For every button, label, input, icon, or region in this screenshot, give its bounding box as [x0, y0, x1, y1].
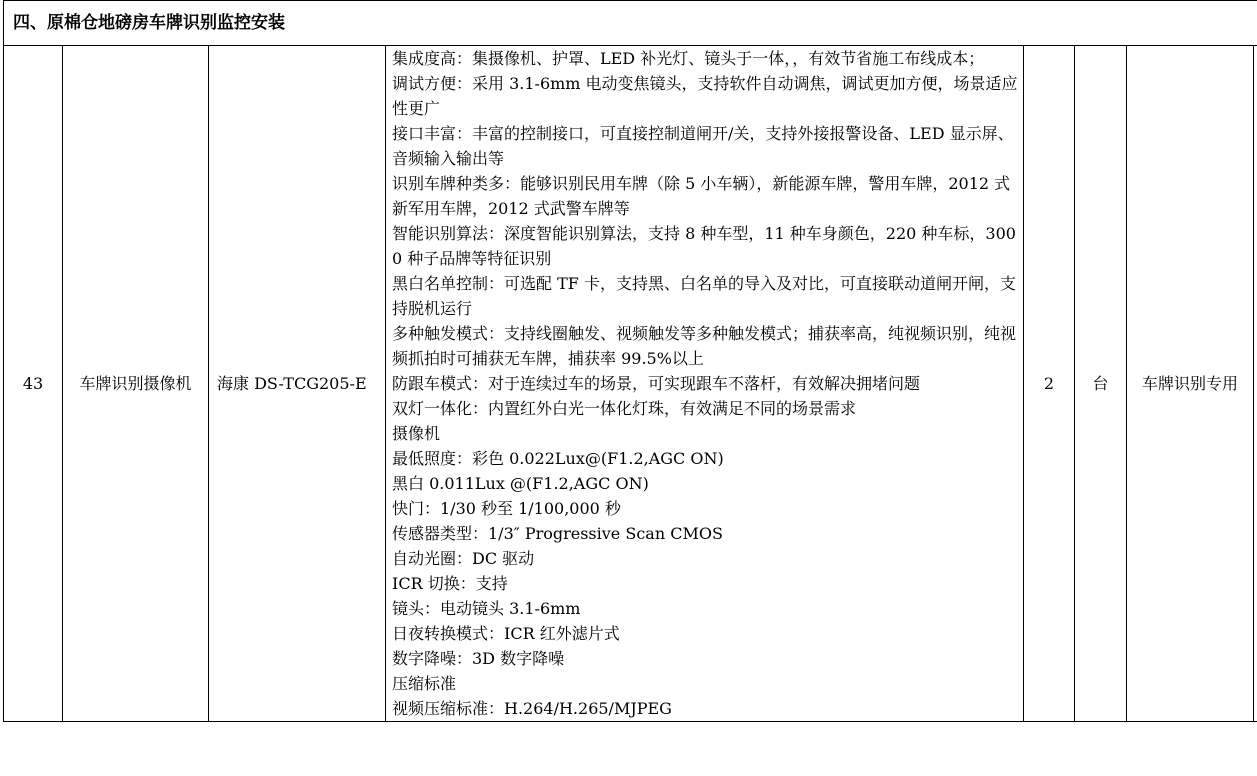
description-line: 传感器类型：1/3″ Progressive Scan CMOS	[392, 524, 723, 543]
equipment-table	[3, 0, 1257, 722]
description-line: 镜头：电动镜头 3.1-6mm	[392, 599, 581, 618]
description-line: 快门：1/30 秒至 1/100,000 秒	[392, 499, 621, 518]
description-line: 双灯一体化：内置红外白光一体化灯珠，有效满足不同的场景需求	[392, 399, 857, 418]
table-row	[4, 46, 1257, 722]
description-line: 黑白 0.011Lux @(F1.2,AGC ON)	[392, 474, 649, 493]
description-list	[392, 46, 1019, 721]
unit-cell[interactable]: 台	[1075, 46, 1127, 722]
description-line: 识别车牌种类多：能够识别民用车牌（除 5 小车辆），新能源车牌，警用车牌，2012 式新军用车牌，2012 式武警车牌等	[392, 174, 1011, 218]
description-line: 调试方便：采用 3.1-6mm 电动变焦镜头，支持软件自动调焦，调试更加方便，场景适应性更广	[392, 74, 1018, 118]
quantity-cell[interactable]: 2	[1024, 46, 1075, 722]
description-line: 自动光圈：DC 驱动	[392, 549, 535, 568]
description-line: 多种触发模式：支持线圈触发、视频触发等多种触发模式；捕获率高，纯视频识别，纯视频抓拍时可捕获无车牌，捕获率 99.5%以上	[392, 324, 1017, 368]
model-cell[interactable]: 海康 DS-TCG205-E	[209, 46, 386, 722]
description-line: 日夜转换模式：ICR 红外滤片式	[392, 624, 620, 643]
description-line: 最低照度：彩色 0.022Lux@(F1.2,AGC ON)	[392, 449, 724, 468]
description-cell[interactable]	[386, 46, 1024, 722]
description-line: 防跟车模式：对于连续过车的场景，可实现跟车不落杆，有效解决拥堵问题	[392, 374, 921, 393]
index-cell[interactable]: 43	[4, 46, 63, 722]
description-line: 接口丰富：丰富的控制接口，可直接控制道闸开/关，支持外接报警设备、LED 显示屏、音频输入输出等	[392, 124, 1014, 168]
product-name-cell[interactable]: 车牌识别摄像机	[63, 46, 209, 722]
description-line: 视频压缩标准：H.264/H.265/MJPEG	[392, 699, 672, 718]
description-line: ICR 切换：支持	[392, 574, 508, 593]
section-title[interactable]: 四、原棉仓地磅房车牌识别监控安装	[4, 1, 1257, 46]
description-line: 摄像机	[392, 424, 441, 443]
description-line: 黑白名单控制：可选配 TF 卡，支持黑、白名单的导入及对比，可直接联动道闸开闸，支持脱机运行	[392, 274, 1016, 318]
description-line: 智能识别算法：深度智能识别算法，支持 8 种车型，11 种车身颜色，220 种车标，3000 种子品牌等特征识别	[392, 224, 1016, 268]
description-line: 压缩标准	[392, 674, 457, 693]
description-line: 数字降噪：3D 数字降噪	[392, 649, 565, 668]
section-header-row	[4, 1, 1257, 46]
remark-cell[interactable]: 车牌识别专用	[1127, 46, 1254, 722]
empty-cell[interactable]	[1254, 46, 1257, 722]
description-line: 集成度高：集摄像机、护罩、LED 补光灯、镜头于一体，，有效节省施工布线成本；	[392, 49, 985, 68]
